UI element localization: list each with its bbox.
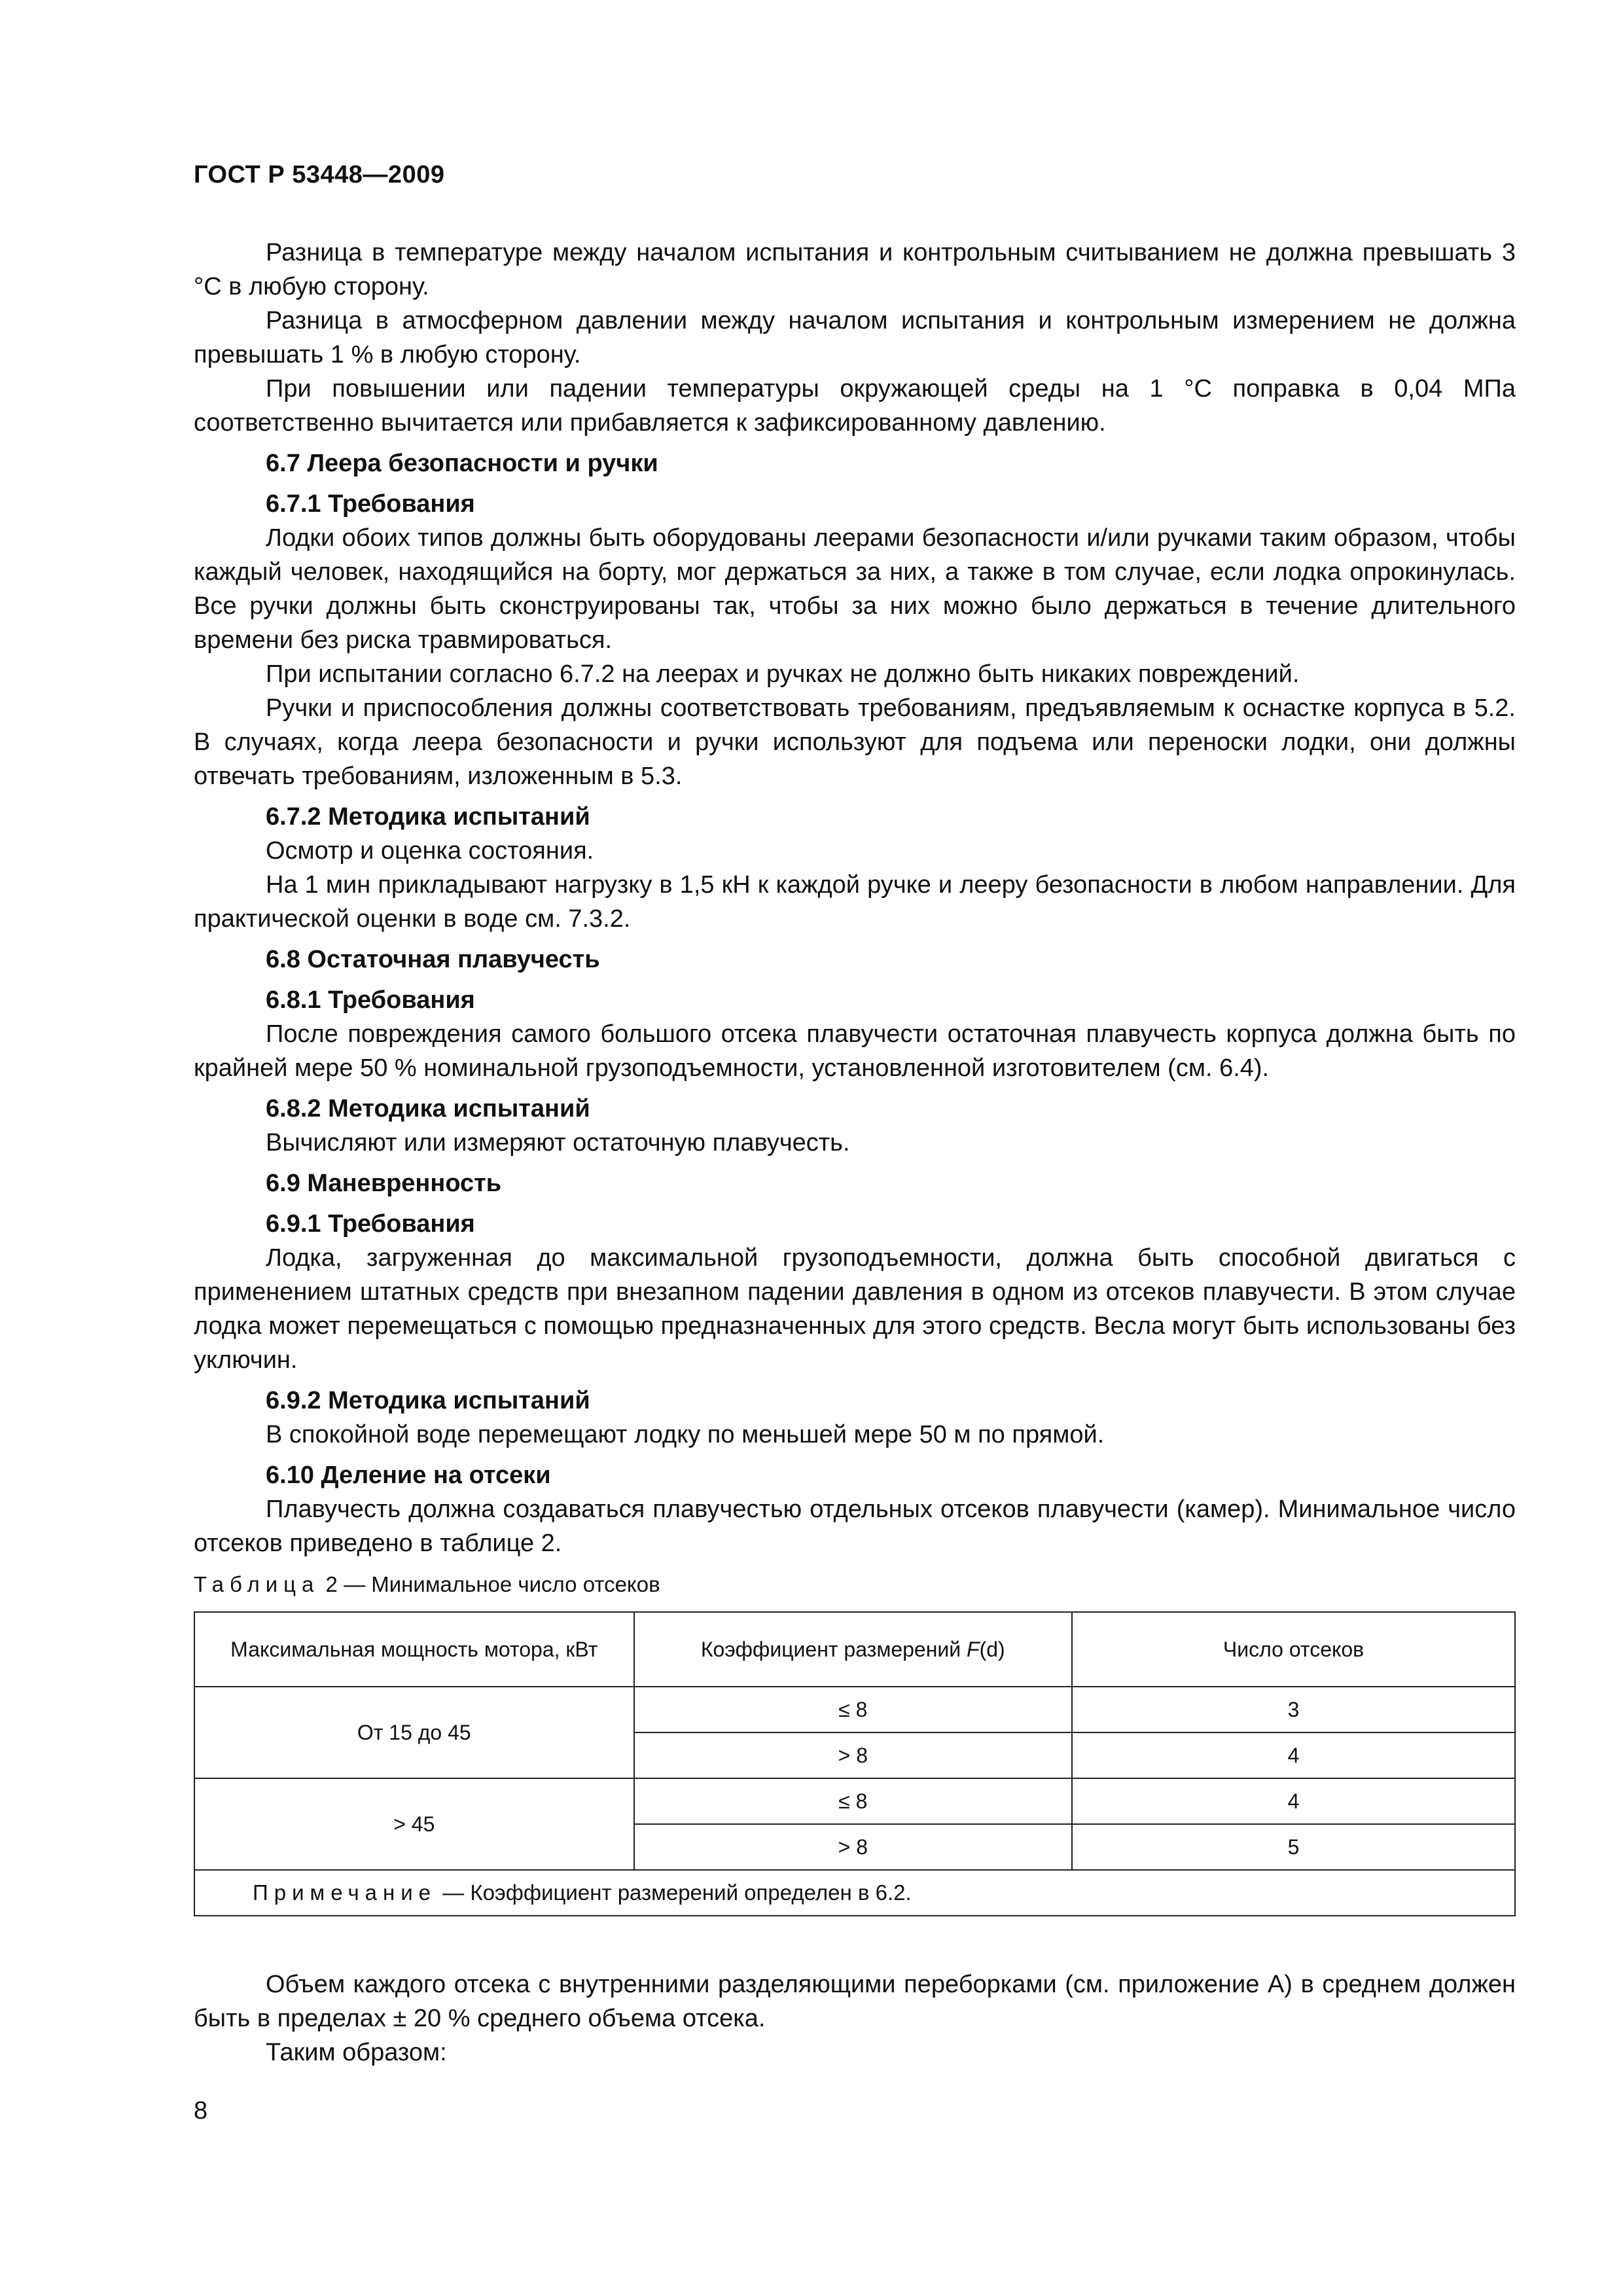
paragraph: Плавучесть должна создаваться плавучестью отдельных отсеков плавучести (камер). Минимальное число отсеков приведено в таблице 2. — [194, 1496, 1516, 1557]
section-heading: 6.8.1 Требования — [266, 986, 475, 1014]
header-power: Максимальная мощность мотора, кВт — [194, 1612, 634, 1687]
section-heading: 6.7.2 Методика испытаний — [266, 803, 590, 831]
cell-power: От 15 до 45 — [194, 1687, 634, 1778]
table-note-row — [194, 1870, 1515, 1916]
section-heading: 6.9 Маневренность — [266, 1170, 502, 1197]
table-caption-title: 2 — Минимальное число отсеков — [319, 1572, 660, 1596]
paragraph: Разница в атмосферном давлении между началом испытания и контрольным измерением не должна превышать 1 % в любую сторону. — [194, 307, 1516, 368]
page-number: 8 — [194, 2097, 208, 2125]
paragraph: При повышении или падении температуры окружающей среды на 1 °С поправка в 0,04 МПа соответственно вычитается или прибавляется к зафиксированному давлению. — [194, 375, 1516, 437]
header-coefficient — [634, 1612, 1073, 1687]
section-heading: 6.8.2 Методика испытаний — [266, 1095, 590, 1122]
header-count: Число отсеков — [1072, 1612, 1515, 1687]
table-row — [194, 1687, 1515, 1732]
document-header: ГОСТ Р 53448—2009 — [194, 161, 445, 188]
header-coefficient-label: Коэффициент размерений F(d) — [700, 1637, 1005, 1661]
section-heading: 6.9.1 Требования — [266, 1210, 475, 1238]
cell-count: 5 — [1072, 1824, 1515, 1870]
paragraph: В спокойной воде перемещают лодку по меньшей мере 50 м по прямой. — [266, 1421, 1105, 1448]
cell-coefficient: > 8 — [634, 1824, 1073, 1870]
cell-count: 4 — [1072, 1732, 1515, 1778]
cell-coefficient: ≤ 8 — [634, 1778, 1073, 1824]
paragraph: После повреждения самого большого отсека плавучести остаточная плавучесть корпуса должна быть по крайней мере 50 % номинальной грузоподъемности, установленной изготовителем (см. 6.4). — [194, 1020, 1516, 1082]
paragraph: При испытании согласно 6.7.2 на леерах и ручках не должно быть никаких повреждений. — [266, 660, 1300, 688]
table-caption-label: Таблица — [194, 1572, 320, 1596]
table-note-label: Примечание — [253, 1880, 437, 1905]
paragraph: Разница в температуре между началом испытания и контрольным считыванием не должна превышать 3 °С в любую сторону. — [194, 239, 1516, 300]
paragraph: Ручки и приспособления должны соответствовать требованиям, предъявляемым к оснастке корпуса в 5.2. В случаях, когда леера безопасности и ручки используют для подъема или переноски лодки, они должны отвечать требованиям, изложенным в 5.3. — [194, 694, 1516, 790]
cell-power: > 45 — [194, 1778, 634, 1870]
section-heading: 6.9.2 Методика испытаний — [266, 1387, 590, 1414]
section-heading: 6.7.1 Требования — [266, 490, 475, 518]
table-note — [194, 1870, 1515, 1916]
table-row — [194, 1778, 1515, 1824]
cell-coefficient: > 8 — [634, 1732, 1073, 1778]
paragraph: Вычисляют или измеряют остаточную плавучесть. — [266, 1129, 850, 1157]
table-note-text: — Коэффициент размерений определен в 6.2. — [437, 1880, 912, 1905]
table-caption — [194, 1572, 660, 1597]
cell-coefficient: ≤ 8 — [634, 1687, 1073, 1732]
section-heading: 6.8 Остаточная плавучесть — [266, 946, 600, 973]
paragraph: Осмотр и оценка состояния. — [266, 837, 594, 865]
after-table-text — [194, 1967, 1516, 2070]
section-heading: 6.7 Леера безопасности и ручки — [266, 450, 658, 477]
section-heading: 6.10 Деление на отсеки — [266, 1462, 551, 1489]
paragraph: Объем каждого отсека с внутренними разделяющими переборками (см. приложение А) в среднем должен быть в пределах ± 20 % среднего объема отсека. — [194, 1971, 1516, 2032]
paragraph: Лодки обоих типов должны быть оборудованы леерами безопасности и/или ручками таким образом, чтобы каждый человек, находящийся на борту, мог держаться за них, а также в том случае, если лодка опрокинулась. Все ручки должны быть сконструированы так, чтобы за них можно было держаться в течение длительного времени без риска травмироваться. — [194, 524, 1516, 654]
table-header-row — [194, 1612, 1515, 1687]
body-text — [194, 236, 1516, 1560]
cell-count: 3 — [1072, 1687, 1515, 1732]
table-2 — [194, 1611, 1516, 1916]
cell-count: 4 — [1072, 1778, 1515, 1824]
paragraph: Таким образом: — [266, 2039, 447, 2066]
paragraph: Лодка, загруженная до максимальной грузоподъемности, должна быть способной двигаться с применением штатных средств при внезапном падении давления в одном из отсеков плавучести. В этом случае лодка может перемещаться с помощью предназначенных для этого средств. Весла могут быть использованы без уключин. — [194, 1244, 1516, 1374]
paragraph: На 1 мин прикладывают нагрузку в 1,5 кН к каждой ручке и лееру безопасности в любом направлении. Для практической оценки в воде см. 7.3.2. — [194, 871, 1516, 933]
